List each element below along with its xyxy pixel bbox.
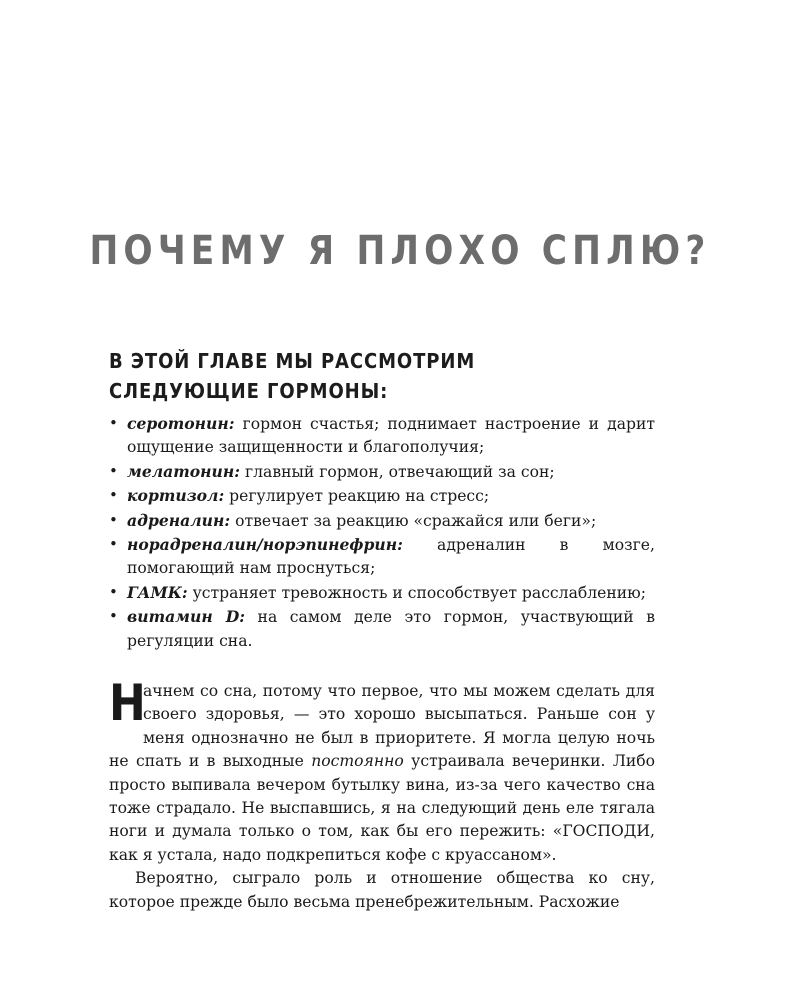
bullet-icon: • [109,535,118,554]
hormone-description: регулирует реакцию на стресс; [224,487,490,506]
drop-cap: Н [109,674,146,732]
hormone-description: главный гормон, отвечающий за сон; [240,462,555,481]
hormone-description: адреналин в мозге, помогающий нам проснуться; [127,536,655,578]
list-item [109,484,655,508]
list-item [109,533,655,581]
list-item [109,605,655,653]
section-heading [109,346,613,406]
hormone-term: норадреналин/норэпинефрин: [127,535,403,555]
bullet-icon: • [109,461,118,480]
chapter-title: ПОЧЕМУ Я ПЛОХО СПЛЮ? [89,228,711,274]
hormone-term: ГАМК: [127,582,188,602]
hormone-description: отвечает за реакцию «сражайся или беги»; [230,511,597,530]
list-item [109,509,655,533]
body-text [109,674,656,914]
bullet-icon: • [109,510,118,529]
paragraph-1 [109,674,656,867]
paragraph-2: Вероятно, сыграло роль и отношение общества ко сну, которое прежде было весьма пренебрежительным. Расхожие [109,869,655,911]
paragraph-1-emphasis: постоянно [311,752,404,771]
list-item [109,460,655,484]
section-heading-line-1: В ЭТОЙ ГЛАВЕ МЫ РАССМОТРИМ [109,349,476,373]
hormone-description: устраняет тревожность и способствует расслаблению; [187,583,647,602]
hormone-term: адреналин: [127,510,231,530]
hormone-term: кортизол: [127,486,225,506]
hormone-description: на самом деле это гормон, участвующий в регуляции сна. [127,608,656,650]
bullet-icon: • [109,414,118,432]
section-heading-line-2: СЛЕДУЮЩИЕ ГОРМОНЫ: [109,379,389,403]
paragraph-1-text-b: устраивала вечеринки. Либо просто выпивала вечером бутылку вина, из-за чего качество сна тоже страдало. Не выспавшись, я на следующий день еле тягала ноги и думала только о том, как бы его пережить: «ГОСПОДИ, как я устала, надо подкрепиться кофе с круассаном». [109,752,656,864]
paragraph-1-text-a: ачнем со сна, потому что первое, что мы можем сделать для своего здоровья, — это хорошо высыпаться. Раньше сон у меня однозначно не был в приоритете. Я могла целую ночь не спать и в выходные [109,682,655,771]
hormone-description: гормон счастья; поднимает настроение и дарит ощущение защищенности и благополучия; [127,415,655,457]
bullet-icon: • [109,607,118,626]
list-item [109,581,655,605]
list-item [109,412,655,460]
hormone-term: серотонин: [127,414,235,433]
hormone-list [109,412,655,653]
bullet-icon: • [109,582,118,601]
hormone-term: витамин D: [127,607,246,627]
hormone-term: мелатонин: [127,461,240,481]
bullet-icon: • [109,486,118,505]
